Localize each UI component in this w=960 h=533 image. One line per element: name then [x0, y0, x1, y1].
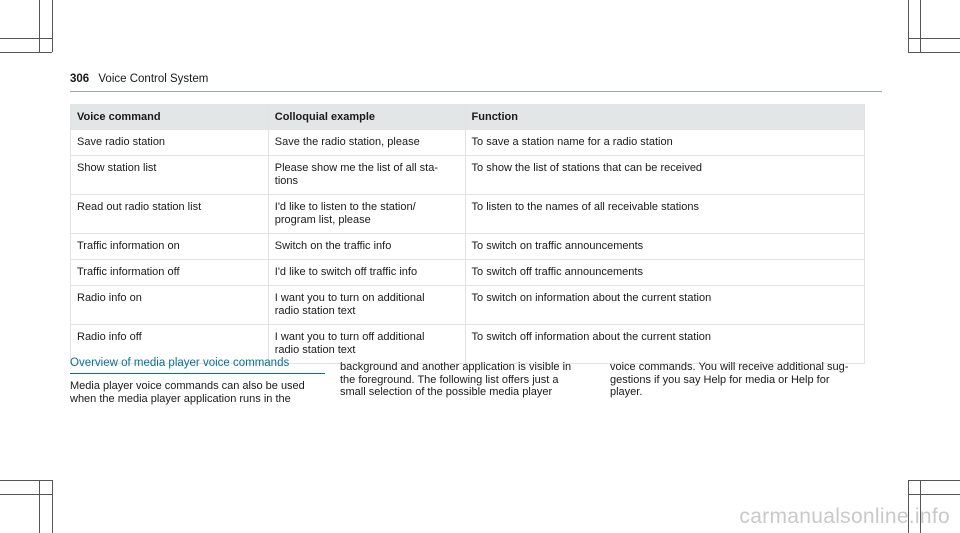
- cell-function: To switch off traffic announcements: [465, 260, 864, 286]
- watermark: carmanualsonline.info: [739, 505, 950, 528]
- crop-mark: [908, 0, 909, 52]
- table-row: [71, 286, 865, 325]
- cell-voice-command: Save radio station: [71, 130, 269, 156]
- page-header: [70, 73, 208, 85]
- table-body: [71, 130, 865, 364]
- body-text-column-1: Media player voice commands can also be used when the media player application runs in the: [70, 380, 305, 405]
- cell-voice-command: Radio info on: [71, 286, 269, 325]
- cell-function: To switch off information about the current station: [465, 325, 864, 364]
- cell-voice-command: Read out radio station list: [71, 195, 269, 234]
- crop-mark: [39, 0, 40, 52]
- column-header-function: Function: [465, 104, 864, 130]
- table-row: [71, 195, 865, 234]
- cell-function: To switch on information about the current station: [465, 286, 864, 325]
- crop-mark: [0, 494, 52, 495]
- crop-mark: [908, 38, 960, 39]
- crop-mark: [908, 480, 960, 481]
- crop-mark: [920, 0, 921, 52]
- cell-voice-command: Radio info off: [71, 325, 269, 364]
- section-title: Overview of media player voice commands: [70, 357, 290, 369]
- voice-command-table: [70, 104, 865, 364]
- cell-function: To save a station name for a radio station: [465, 130, 864, 156]
- page-number: 306: [70, 73, 90, 85]
- page-header-title: Voice Control System: [98, 73, 209, 85]
- crop-mark: [908, 52, 960, 53]
- crop-mark: [0, 480, 52, 481]
- cell-voice-command: Show station list: [71, 156, 269, 195]
- cell-function: To show the list of stations that can be received: [465, 156, 864, 195]
- cell-voice-command: Traffic information off: [71, 260, 269, 286]
- cell-function: To switch on traffic announcements: [465, 234, 864, 260]
- table-row: [71, 260, 865, 286]
- cell-colloquial-example: I'd like to switch off traffic info: [268, 260, 465, 286]
- table-row: [71, 130, 865, 156]
- cell-colloquial-example: I want you to turn off additional radio station text: [268, 325, 465, 364]
- body-text-column-2: background and another application is visible in the foreground. The following list offers just a small selection of the possible media player: [340, 361, 572, 398]
- cell-colloquial-example: Save the radio station, please: [268, 130, 465, 156]
- header-divider: [70, 91, 882, 92]
- table-row: [71, 156, 865, 195]
- section-title-underline: [70, 373, 325, 374]
- table-row: [71, 234, 865, 260]
- cell-voice-command: Traffic information on: [71, 234, 269, 260]
- cell-colloquial-example: I'd like to listen to the station/ program list, please: [268, 195, 465, 234]
- crop-mark: [52, 480, 53, 533]
- crop-mark: [908, 494, 960, 495]
- column-header-colloquial-example: Colloquial example: [268, 104, 465, 130]
- column-header-voice-command: Voice command: [71, 104, 269, 130]
- crop-mark: [39, 480, 40, 533]
- crop-mark: [52, 0, 53, 52]
- cell-function: To listen to the names of all receivable stations: [465, 195, 864, 234]
- body-text-column-3: voice commands. You will receive additional sug-gestions if you say Help for media or Help for player.: [610, 361, 849, 398]
- cell-colloquial-example: Please show me the list of all sta- tions: [268, 156, 465, 195]
- crop-mark: [0, 52, 52, 53]
- crop-mark: [0, 38, 52, 39]
- table-header-row: [71, 104, 865, 130]
- cell-colloquial-example: Switch on the traffic info: [268, 234, 465, 260]
- cell-colloquial-example: I want you to turn on additional radio station text: [268, 286, 465, 325]
